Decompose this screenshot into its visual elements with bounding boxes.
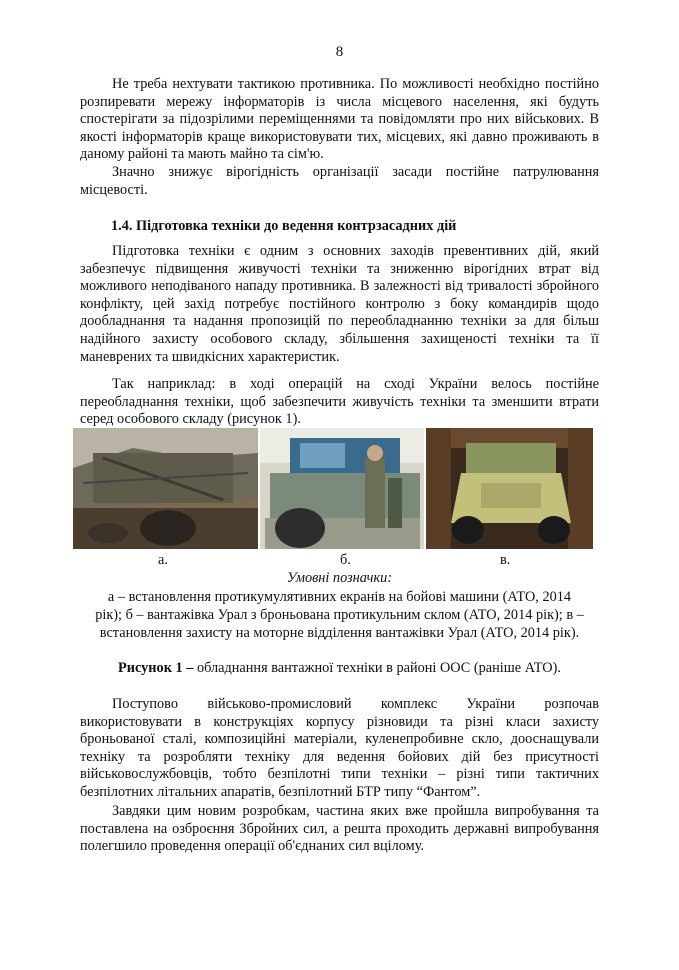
paragraph-patrol: Значно знижує вірогідність організації засади постійне патрулювання місцевості.: [80, 164, 599, 198]
section-heading: 1.4. Підготовка техніки до ведення контрзасадних дій: [111, 218, 457, 234]
paragraph-tactics: Не треба нехтувати тактикою противника. По можливості необхідно постійно розпиревати мережу інформаторів із числа місцевого населення, які будуть спостерігати за підозрілими переміщеннями та повідомляти про них військових. В якості інформаторів краще використовувати тих, місцевих, які давно проживають в даному районі та мають майно та сім'ю.: [80, 76, 599, 163]
figure-label-c: в.: [500, 552, 511, 568]
photo-c-ural-engine-protection: [426, 428, 593, 549]
figure-title-number: Рисунок 1 –: [118, 660, 194, 676]
legend-text: а – встановлення протикумулятивних екранів на бойові машини (АТО, 2014 рік); б – вантажівка Урал з броньована протикульним склом (АТО, 2014 рік); в – встановлення захисту на моторне відділення вантажівки Урал (АТО, 2014 рік).: [95, 589, 584, 642]
page-number: 8: [335, 44, 344, 60]
figure-title-text: обладнання вантажної техніки в районі ООС (раніше АТО).: [193, 660, 561, 676]
paragraph-example: Так наприклад: в ході операцій на сході України велось постійне переобладнання техніки, щоб забезпечити живучість техніки та зменшити втрати серед особового складу (рисунок 1).: [80, 376, 599, 428]
paragraph-developments: Завдяки цим новим розробкам, частина яких вже пройшла випробування та поставлена на озброєння Збройних сил, а решта проходить державні випробування полегшило проведення операції об'єднаних сил вцілому.: [80, 803, 599, 855]
figure-label-a: а.: [158, 552, 168, 568]
figure-title: [0, 660, 679, 677]
legend-title: Умовні позначки:: [286, 570, 393, 586]
photo-a-armored-vehicle: [73, 428, 258, 549]
photo-b-ural-truck: [260, 428, 424, 549]
paragraph-industry: Поступово військово-промисловий комплекс України розпочав використовувати в конструкціях корпусу різновиди та різні класи захисту броньованої сталі, композиційні матеріали, куленепробивне скло, дооснащували техніку та розробляти техніку для ведення бойових дій без присутності військовослужбовців, тобто безпілотні типи техніки – різні типи тактичних безпілотних літальних апаратів, безпілотний БТР типу “Фантом”.: [80, 696, 599, 800]
figure-label-b: б.: [340, 552, 351, 568]
paragraph-vehicle-prep: Підготовка техніки є одним з основних заходів превентивних дій, який забезпечує підвищення живучості техніки та зниженню вірогідних втрат від можливого неподіваного нападу противника. В залежності від тривалості збройного конфлікту, цей захід потребує постійного контролю з боку командирів щодо дообладнання та надання пропозицій по переобладнанню техніки за для більш надійного захисту особового складу, збільшення захищеності техніки та її маневрених та швидкісних характеристик.: [80, 243, 599, 365]
